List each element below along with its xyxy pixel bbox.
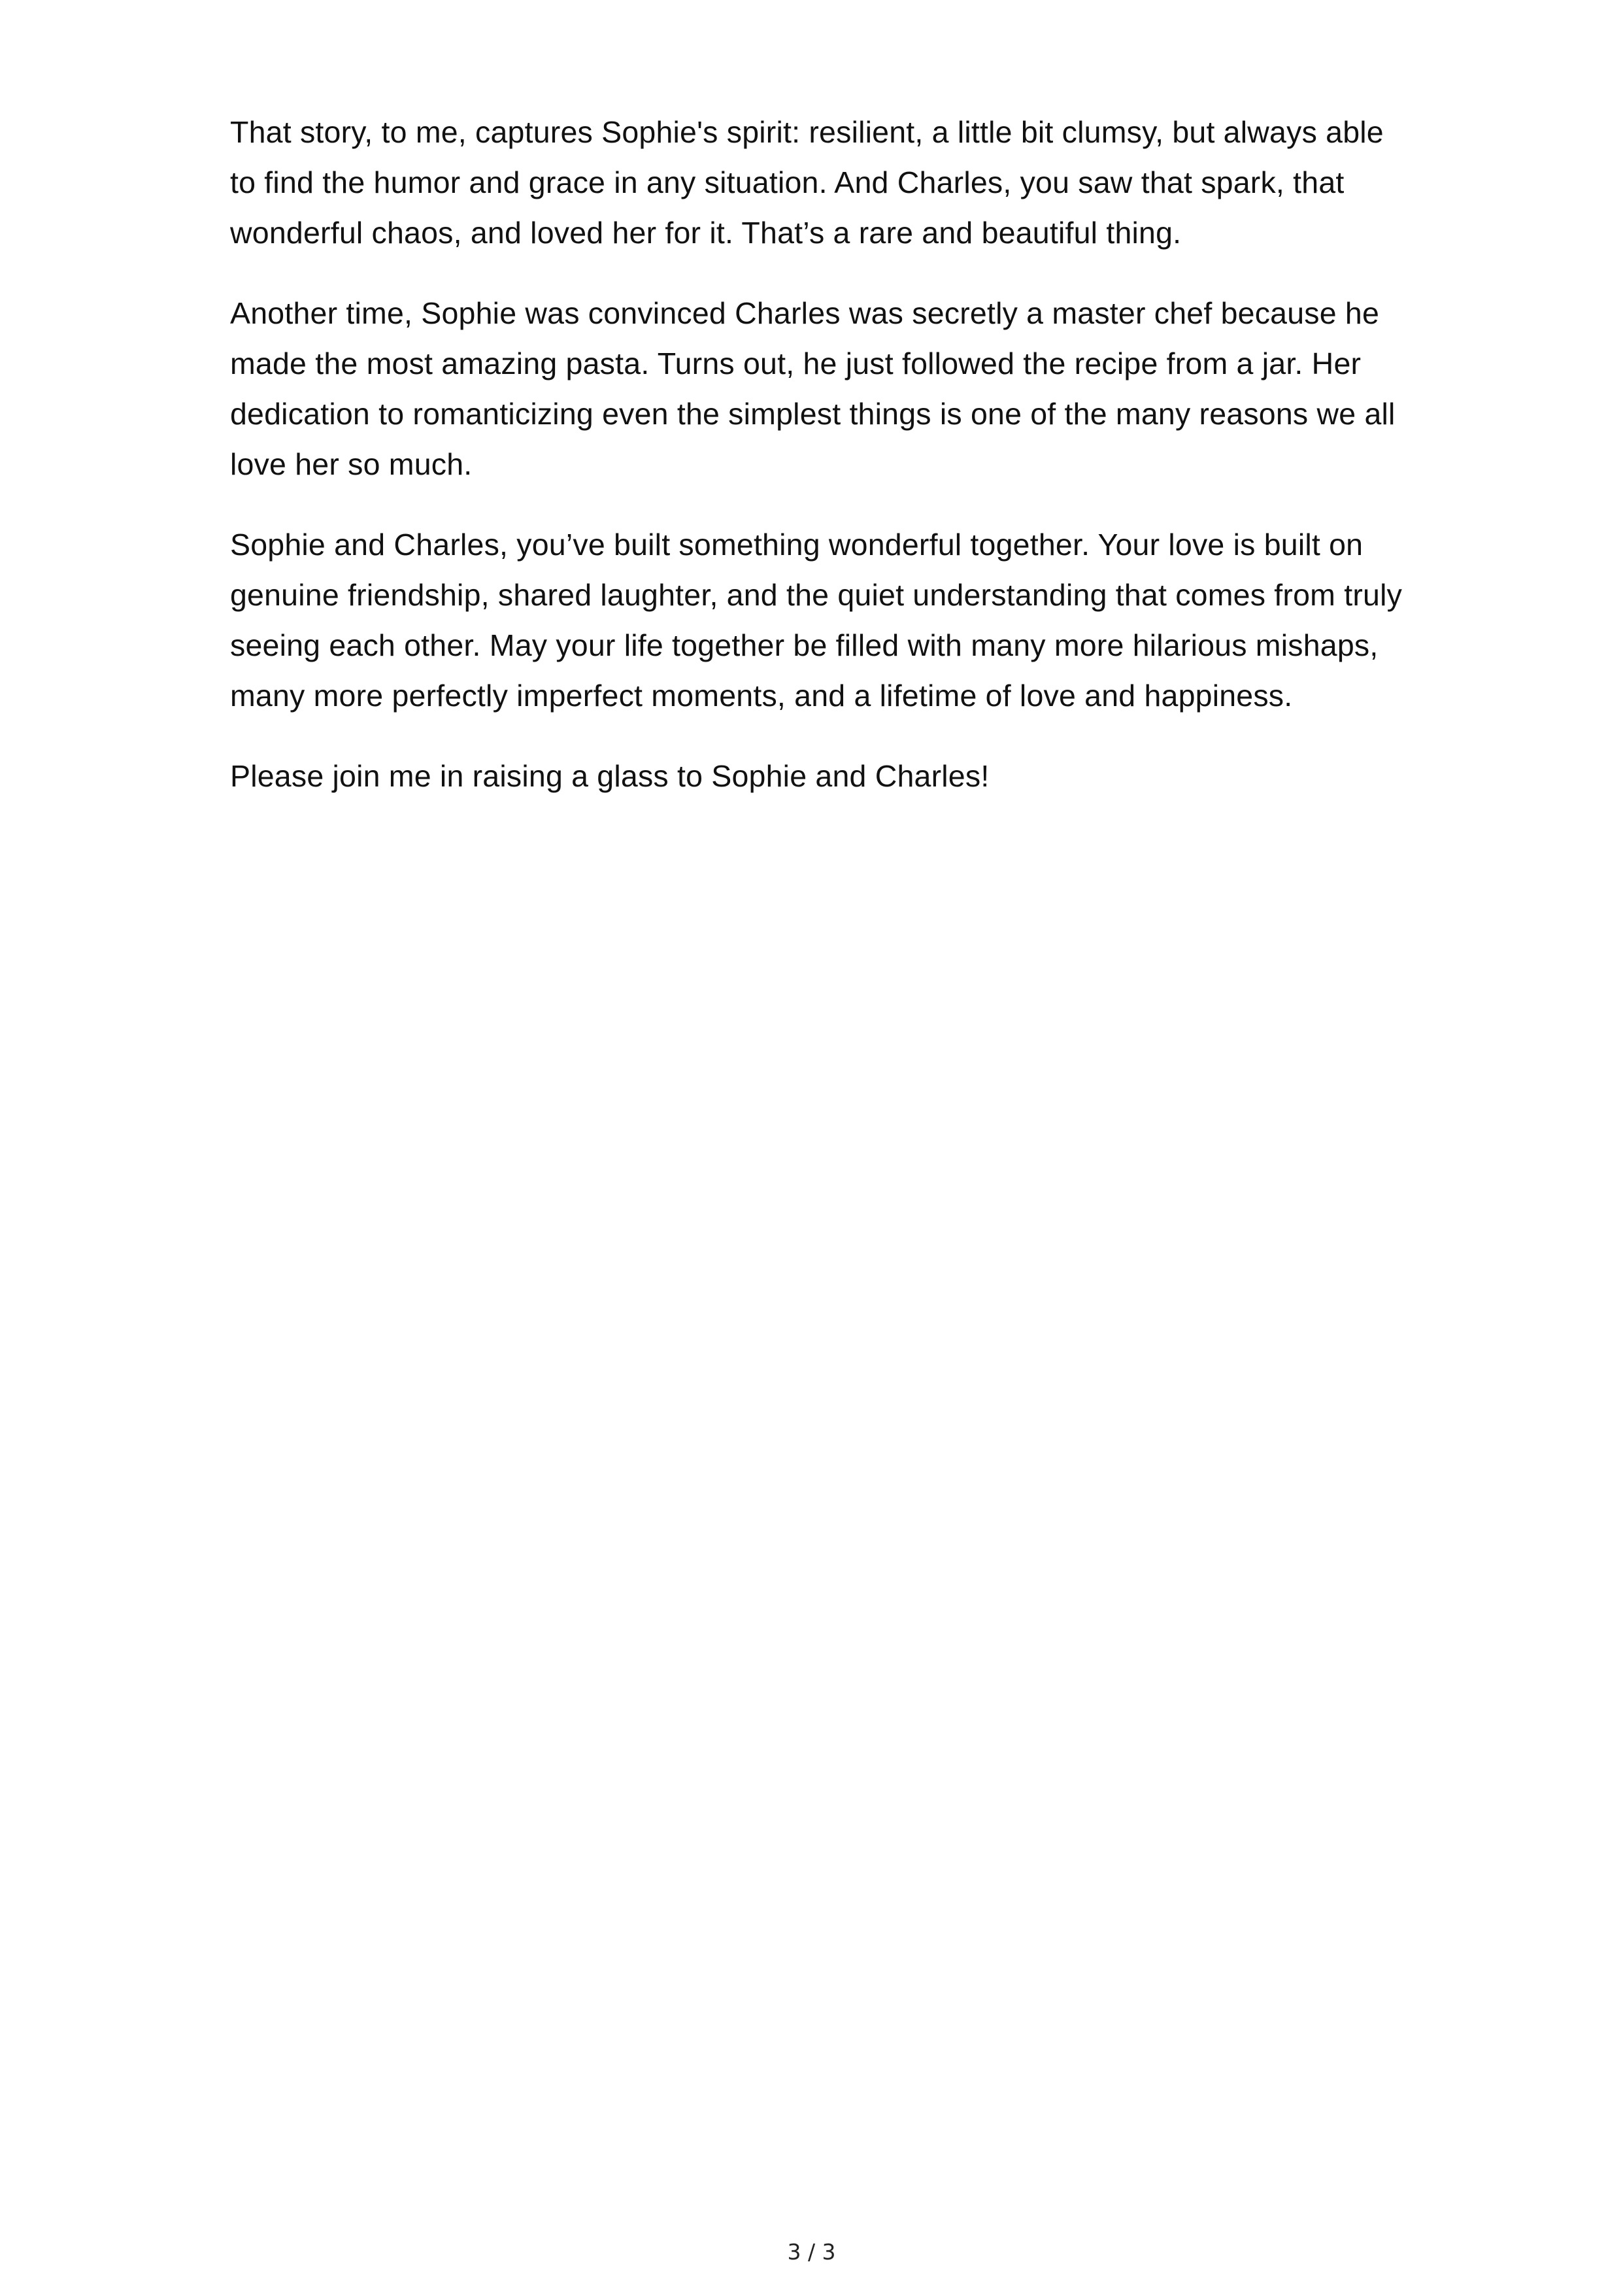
paragraph-toast: Please join me in raising a glass to Sophie and Charles! (230, 759, 990, 793)
paragraph-wishes: Sophie and Charles, you’ve built something wonderful together. Your love is built on genuine friendship, shared laughter, and the quiet understanding that comes from truly seeing each other. May your life together be filled with many more hilarious mishaps, many more perfectly imperfect moments, and a lifetime of love and happiness. (230, 528, 1403, 713)
paragraph-spirit: That story, to me, captures Sophie's spirit: resilient, a little bit clumsy, but always able to find the humor and grace in any situation. And Charles, you saw that spark, that wonderful chaos, and loved her for it. That’s a rare and beautiful thing. (230, 115, 1384, 250)
paragraph-pasta: Another time, Sophie was convinced Charles was secretly a master chef because he made the most amazing pasta. Turns out, he just followed the recipe from a jar. Her dedication to romanticizing even the simplest things is one of the many reasons we all love her so much. (230, 296, 1396, 481)
page-number: 3 / 3 (787, 2239, 836, 2265)
document-body (230, 107, 1413, 832)
